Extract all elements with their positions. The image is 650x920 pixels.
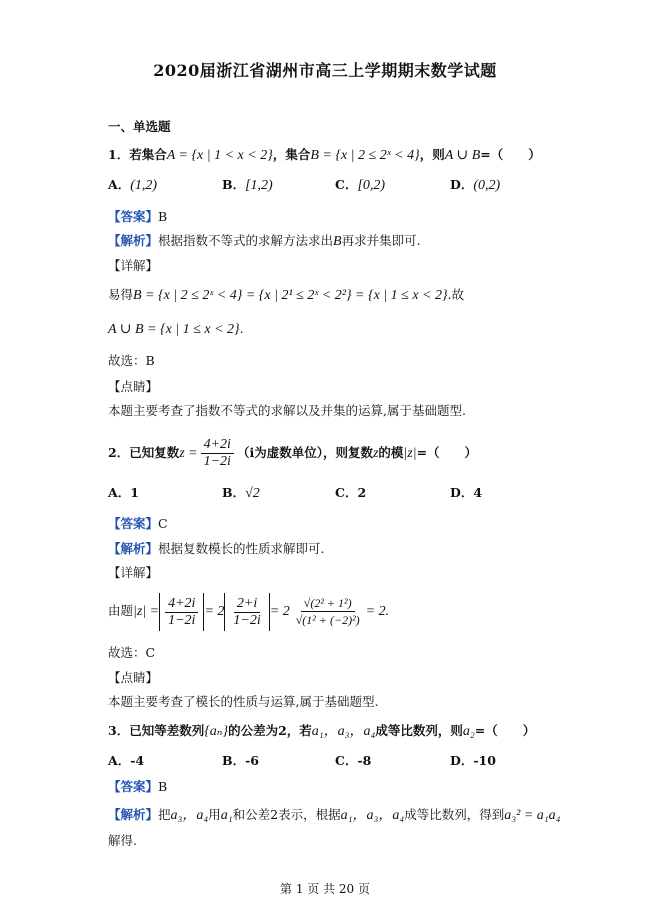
- q1-stem: 1．若集合A = {x | 1 < x < 2}，集合B = {x | 2 ≤ 2ˣ < 4}，则A ∪ B=（ ）: [108, 147, 541, 163]
- q3-option-c: C．-8: [335, 753, 372, 768]
- q2-option-b: B．√2: [222, 485, 260, 501]
- q1-analysis: 【解析】根据指数不等式的求解方法求出B再求并集即可.: [108, 233, 421, 249]
- q2-option-a: A．1: [108, 485, 139, 500]
- q1-detail-line-2: A ∪ B = {x | 1 ≤ x < 2}.: [108, 321, 244, 337]
- q2-choice: 故选：C: [108, 645, 156, 660]
- q3-answer: 【答案】B: [108, 779, 168, 794]
- q2-analysis: 【解析】根据复数模长的性质求解即可.: [108, 541, 325, 556]
- q1-option-c: C．[0,2): [335, 177, 386, 193]
- q1-option-a: A．(1,2): [108, 177, 158, 193]
- q1-comment: 本题主要考查了指数不等式的求解以及并集的运算,属于基础题型.: [108, 403, 466, 418]
- page-title: 2020届浙江省湖州市高三上学期期末数学试题: [153, 61, 497, 80]
- q2-comment-heading: 【点睛】: [108, 670, 159, 685]
- q1-detail-line-1: 易得B = {x | 2 ≤ 2ˣ < 4} = {x | 2¹ ≤ 2ˣ < 2²} = {x | 1 ≤ x < 2}.故: [108, 287, 465, 303]
- q3-option-d: D．-10: [450, 753, 496, 768]
- q2-answer: 【答案】C: [108, 516, 168, 531]
- q3-stem: 3．已知等差数列{aₙ}的公差为2，若a₁，a₃，a₄成等比数列，则a₂=（ ）: [108, 723, 536, 739]
- q1-option-d: D．(0,2): [450, 177, 501, 193]
- q2-stem: 2．已知复数z = $\frac{4+2i}{1-2i}$ （i为虚数单位），则复数z的模|z|=（ ）: [108, 437, 478, 469]
- q3-option-b: B．-6: [222, 753, 259, 768]
- q3-option-a: A．-4: [108, 753, 145, 768]
- q2-comment: 本题主要考查了模长的性质与运算,属于基础题型.: [108, 694, 379, 709]
- q1-comment-heading: 【点睛】: [108, 379, 159, 394]
- q1-option-b: B．[1,2): [222, 177, 273, 193]
- q2-option-c: C．2: [335, 485, 367, 500]
- q3-analysis: 【解析】把a₃，a₄用a₁和公差2表示，根据a₁，a₃，a₄成等比数列，得到a₃² = a₁a₄: [108, 807, 561, 823]
- q1-answer: 【答案】B: [108, 209, 168, 224]
- q2-detail-equation: 由题|z| = $\frac{4+2i}{1-2i}$ = 2 $\frac{2+i}{1-2i}$ = 2 $\frac{\text{√(2² + 1²)}}{\text{√(1² + (−2)²)}}$ = 2.: [108, 592, 389, 631]
- section-heading: 一、单选题: [108, 119, 171, 134]
- q3-analysis-cont: 解得.: [108, 833, 137, 848]
- q2-detail-heading: 【详解】: [108, 565, 159, 580]
- q1-choice: 故选：B: [108, 353, 155, 368]
- page-footer: 第 1 页 共 20 页: [280, 882, 370, 896]
- q2-option-d: D．4: [450, 485, 483, 500]
- q2-fraction: $\frac{4+2i}{1-2i}$: [201, 437, 234, 470]
- q1-detail-heading: 【详解】: [108, 258, 159, 273]
